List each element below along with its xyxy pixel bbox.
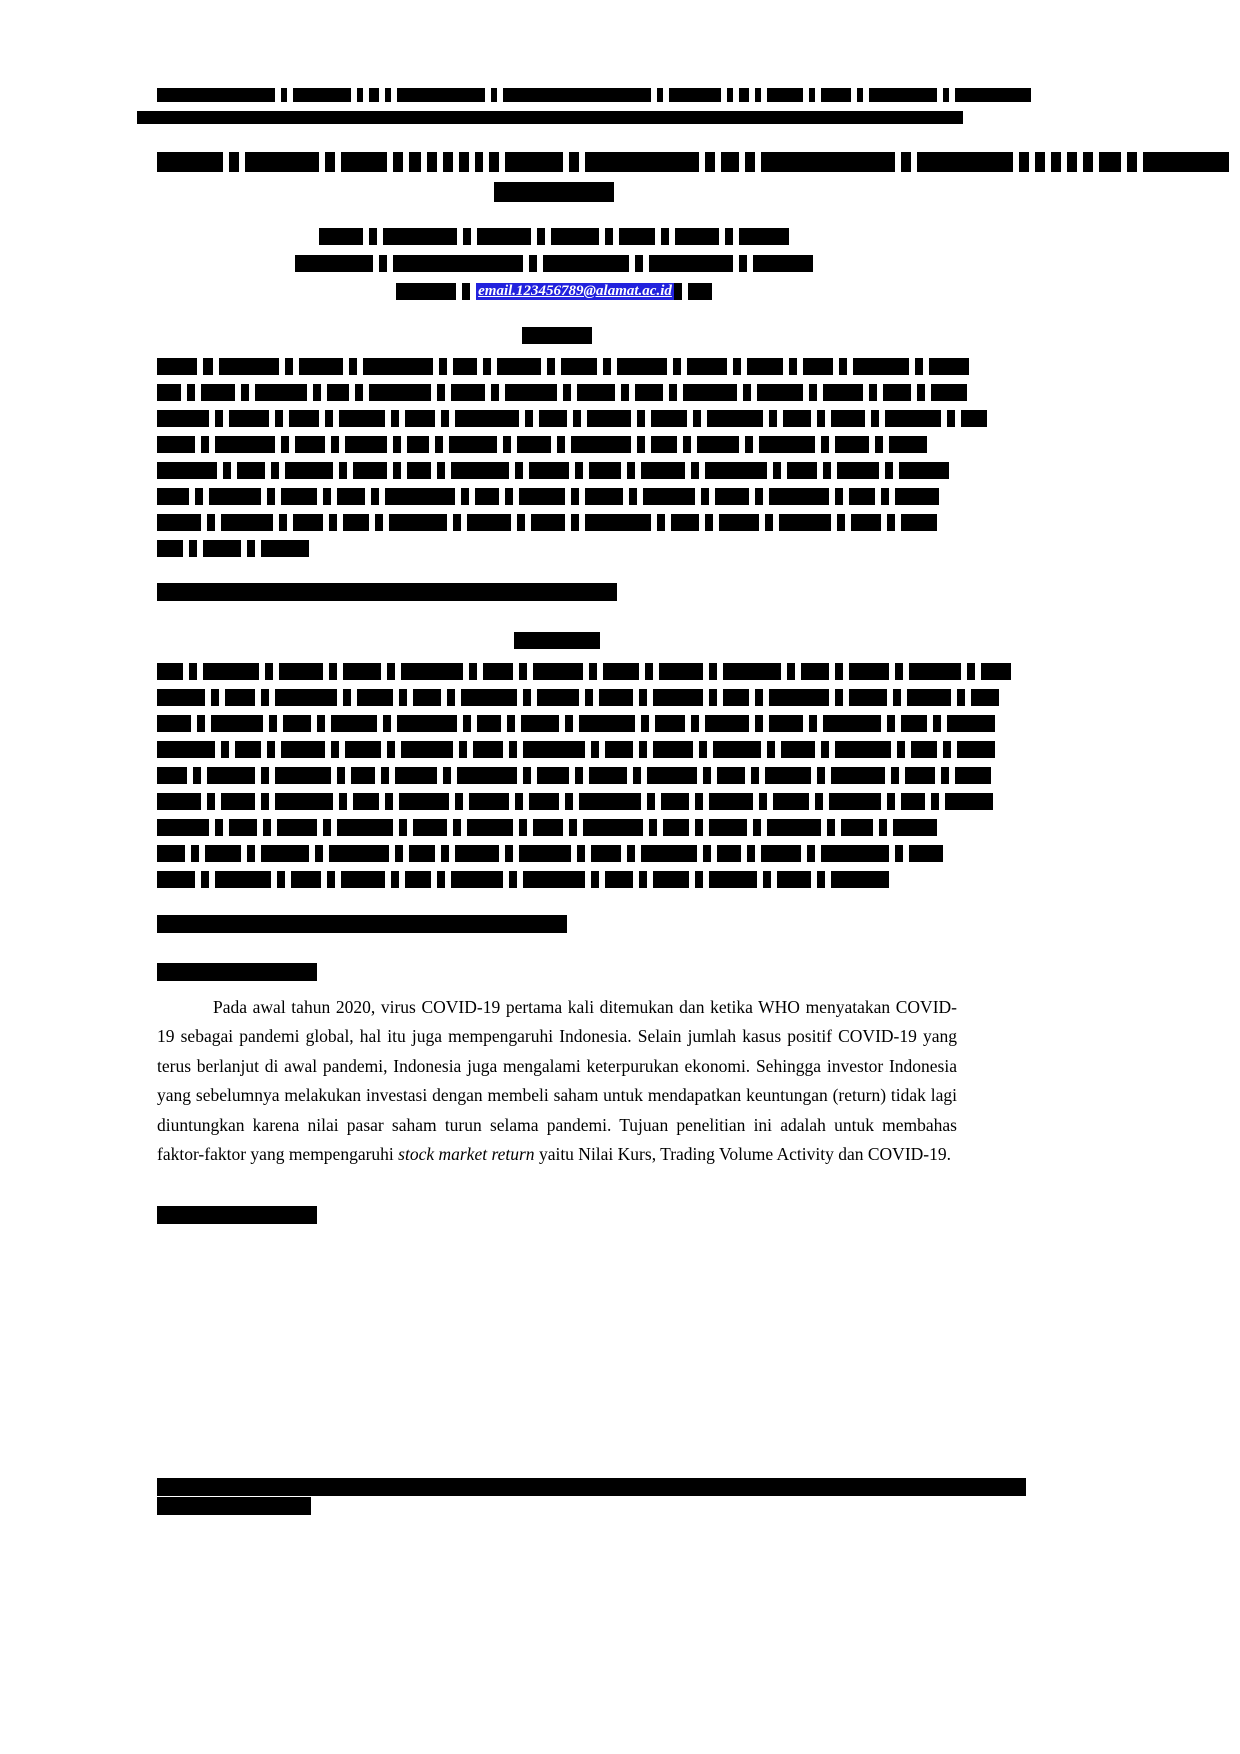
abstrak-heading [157,631,957,649]
body-paragraph [157,993,957,1170]
author-line [157,255,957,272]
abstract-heading [157,326,957,344]
body-paragraph-tail: yaitu Nilai Kurs, Trading Volume Activity dan COVID-19. [534,1144,951,1165]
article-title [157,152,957,202]
redacted-line [157,462,957,479]
redacted-line [157,514,957,531]
redacted-line [157,384,957,401]
author-email-line [157,282,957,300]
redacted-line [157,715,957,732]
title-line [157,152,957,172]
section-heading-kajian [157,1206,957,1224]
abstract-paragraph [157,358,957,557]
document-content [157,88,957,1231]
redacted-line [157,819,957,836]
email-link[interactable]: email.123456789@alamat.ac.id [478,282,672,299]
kata-kunci-line [157,914,957,932]
body-paragraph-italic: stock market return [398,1144,535,1165]
page-footer [157,1478,1027,1515]
abstrak-paragraph [157,663,957,888]
keywords-line [157,583,957,601]
redacted-line [157,436,957,453]
section-heading-pendahuluan [157,963,957,981]
redacted-line [157,488,957,505]
title-line [157,182,957,202]
redacted-line [157,689,957,706]
redacted-line [157,767,957,784]
redacted-line [157,871,957,888]
redacted-line [157,358,957,375]
header-rule [137,111,963,124]
page-number [980,1478,1026,1496]
redacted-line [157,663,957,680]
author-line [157,228,957,245]
running-head [157,88,957,102]
redacted-line [157,741,957,758]
email-suffix [674,282,718,299]
redacted-line [157,845,957,862]
redacted-line [157,793,957,810]
redacted-line [157,540,957,557]
email-prefix [396,282,476,299]
author-list [157,228,957,272]
redacted-line [157,410,957,427]
body-paragraph-text: Pada awal tahun 2020, virus COVID-19 pertama kali ditemukan dan ketika WHO menyatakan COVID-19 sebagai pandemi global, hal itu juga mempengaruhi Indonesia. Selain jumlah kasus positif COVID-19 yang terus berlanjut di awal pandemi, Indonesia juga mengalami keterpurukan ekonomi. Sehingga investor Indonesia yang sebelumnya melakukan investasi dengan membeli saham untuk mendapatkan keuntungan (return) tidak lagi diuntungkan karena nilai pasar saham turun selama pandemi. Tujuan penelitian ini adalah untuk membahas faktor-faktor yang mempengaruhi [157,996,957,1165]
